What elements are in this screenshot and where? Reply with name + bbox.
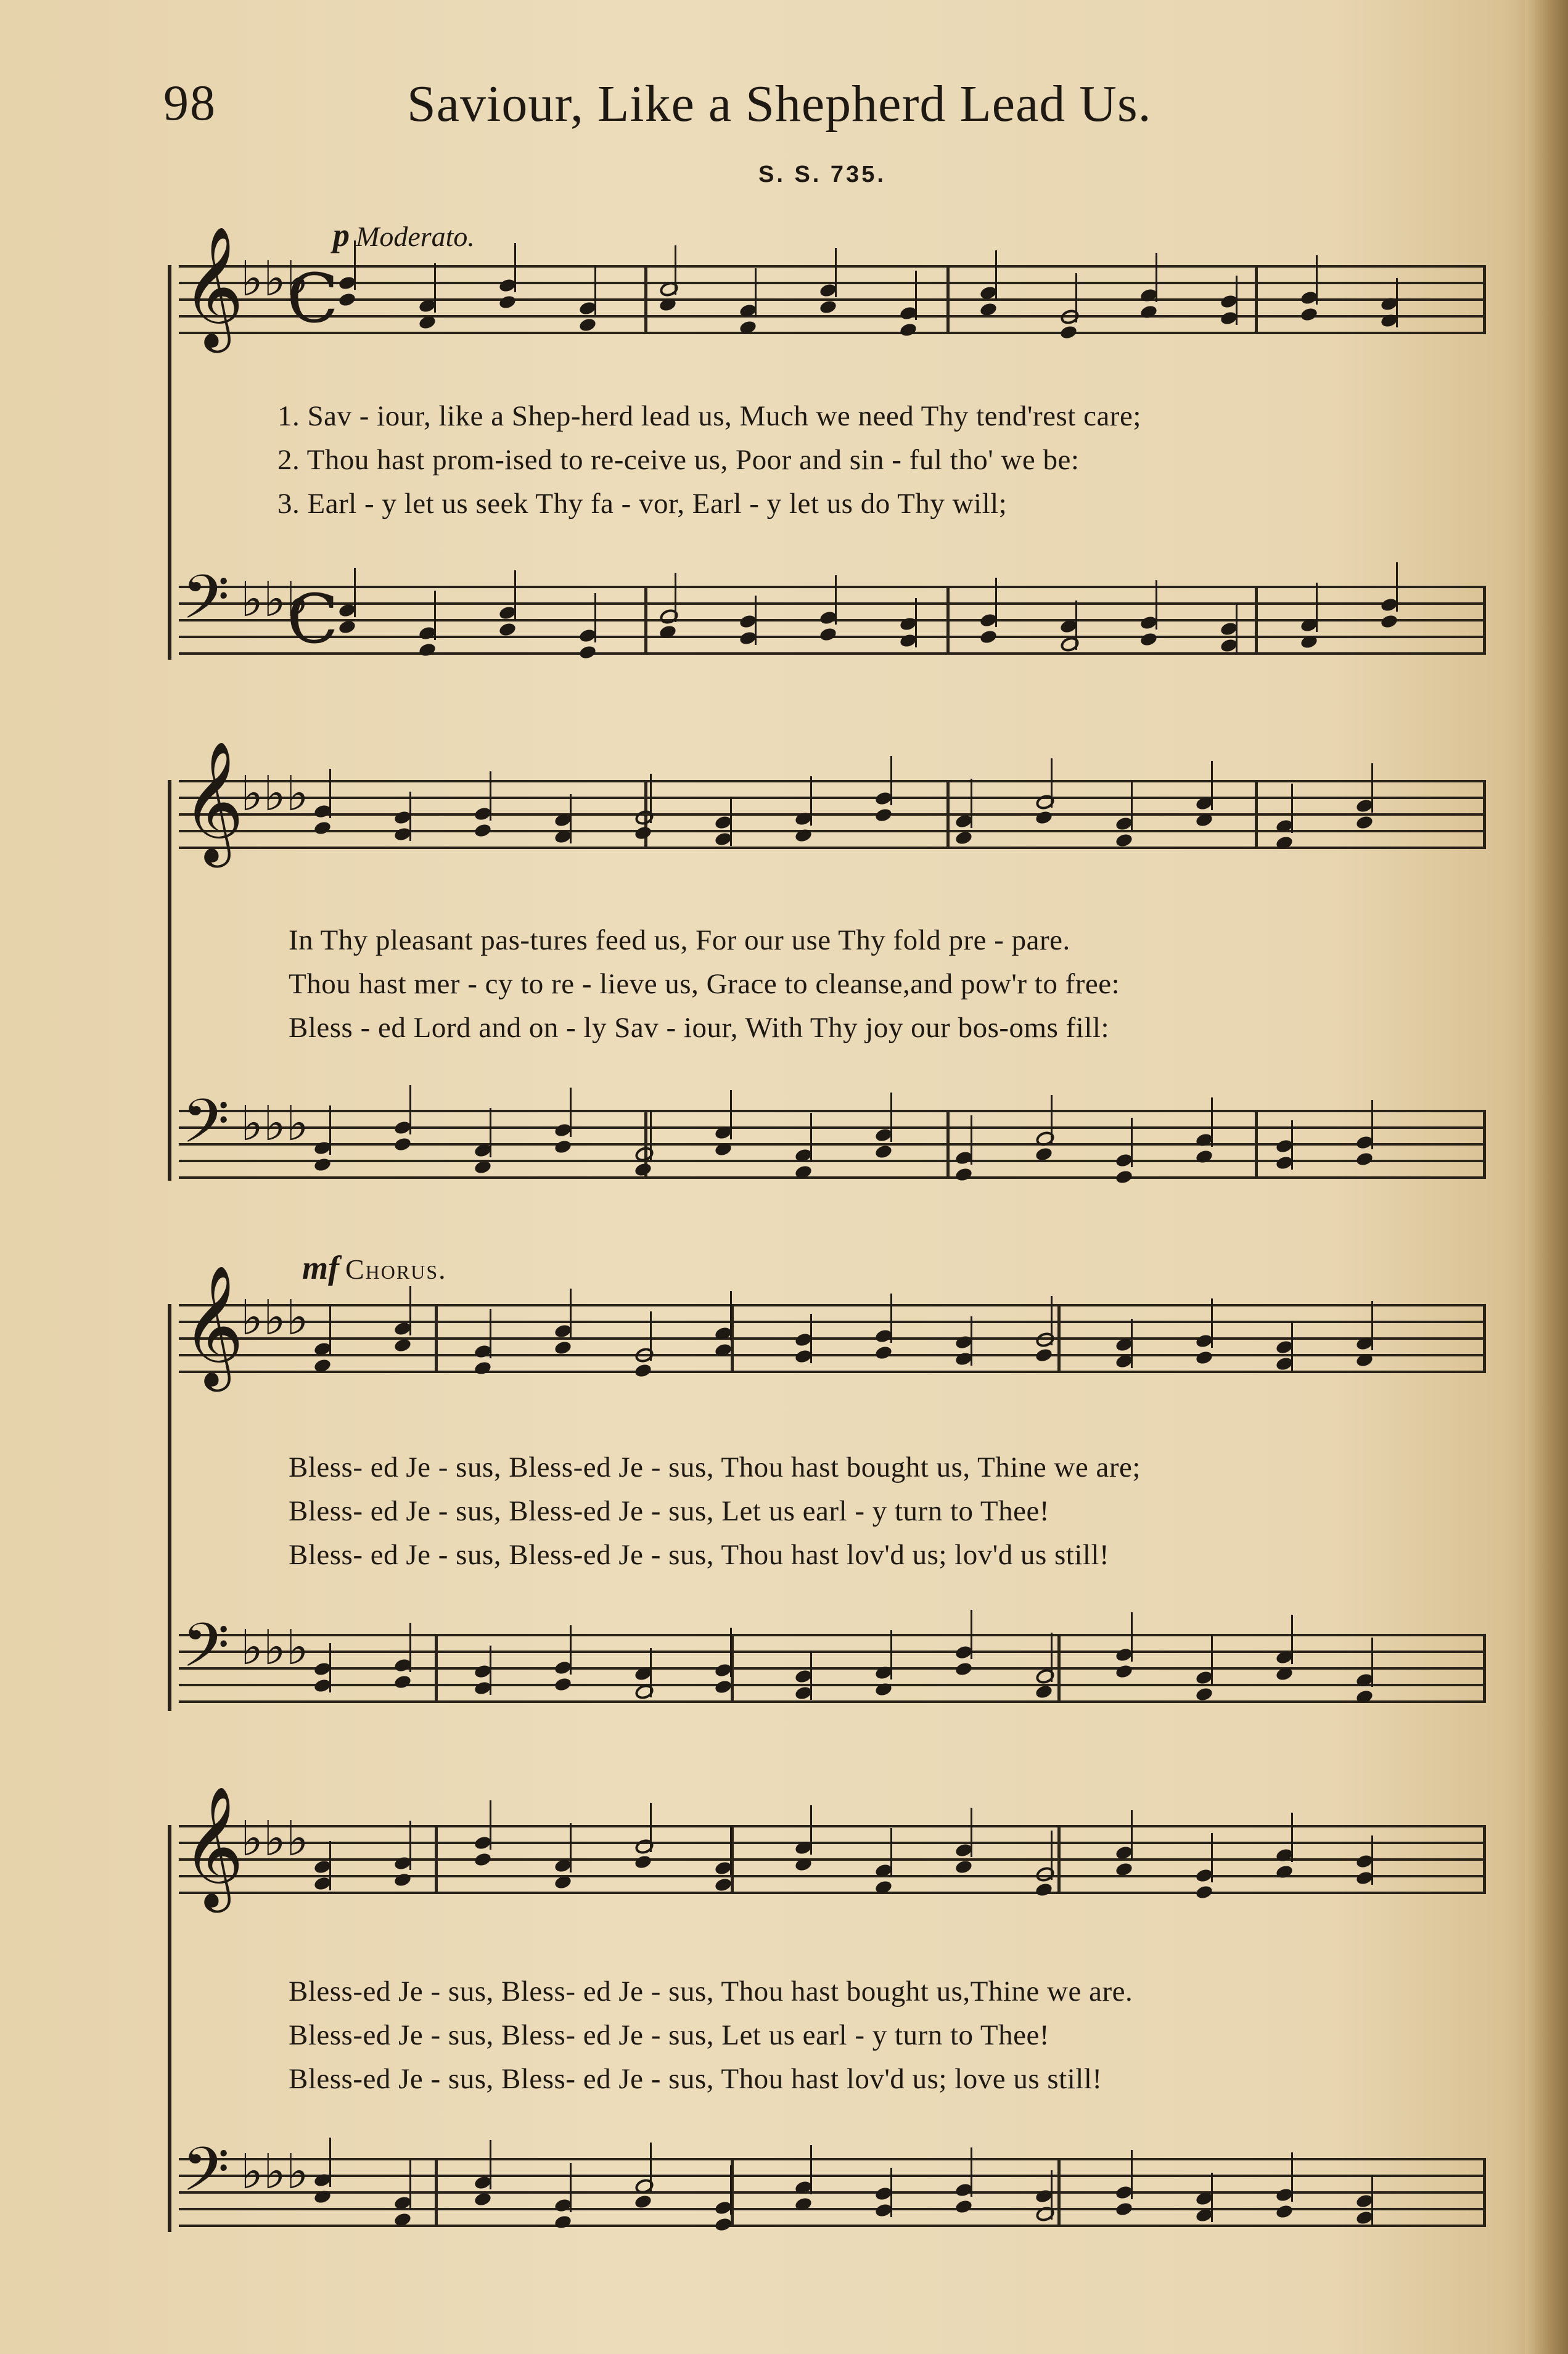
- staff-line: [179, 780, 1486, 782]
- note-head-icon: [1059, 324, 1078, 340]
- note-stem: [1316, 583, 1318, 632]
- note-stem: [354, 568, 356, 617]
- note-stem: [890, 1828, 892, 1877]
- lyric-line: Bless - ed Lord and on - ly Sav - iour, With Thy joy our bos-oms fill:: [289, 1012, 1110, 1044]
- note-stem: [490, 2140, 491, 2189]
- bar-line: [644, 265, 647, 334]
- staff-line: [179, 1858, 1486, 1861]
- bass-staff: [179, 2135, 1486, 2226]
- note-head-icon: [819, 626, 838, 642]
- bar-line: [1483, 1825, 1486, 1894]
- note-stem: [409, 792, 411, 841]
- lyric-line: Bless- ed Je - sus, Bless-ed Je - sus, Let us earl - y turn to Thee!: [289, 1495, 1049, 1527]
- page-number: 98: [163, 75, 216, 131]
- note-stem: [570, 1289, 572, 1338]
- note-stem: [329, 1643, 331, 1692]
- note-stem: [675, 573, 676, 622]
- system-4-brace: [168, 1825, 171, 2232]
- staff-line: [179, 1842, 1486, 1844]
- note-head-icon: [874, 807, 893, 823]
- note-head-icon: [1034, 1865, 1056, 1884]
- note-head-icon: [554, 1139, 573, 1155]
- note-stem: [650, 1648, 652, 1697]
- hymn-reference: S. S. 735.: [758, 162, 886, 187]
- note-stem: [1131, 1612, 1133, 1662]
- staff-line: [179, 2175, 1486, 2177]
- tempo-text: Moderato.: [356, 221, 475, 252]
- note-head-icon: [1035, 1347, 1054, 1363]
- note-head-icon: [393, 1674, 413, 1690]
- bar-line: [1255, 586, 1258, 655]
- bar-line: [1057, 2158, 1061, 2227]
- note-stem: [755, 268, 757, 318]
- note-head-icon: [1035, 1882, 1054, 1898]
- note-head-icon: [554, 2214, 573, 2230]
- note-stem: [594, 266, 596, 315]
- bar-line: [946, 1110, 950, 1179]
- note-head-icon: [1139, 304, 1159, 320]
- note-stem: [1051, 1095, 1053, 1144]
- note-head-icon: [1355, 814, 1374, 830]
- note-stem: [1075, 273, 1077, 322]
- note-stem: [1131, 1810, 1133, 1860]
- bar-line: [435, 1825, 438, 1894]
- note-stem: [995, 578, 997, 627]
- note-stem: [1211, 1298, 1213, 1348]
- note-head-icon: [1355, 1151, 1374, 1167]
- staff-line: [179, 332, 1486, 334]
- note-stem: [915, 271, 917, 320]
- verse-lyrics-line2: [289, 919, 1460, 1050]
- note-stem: [1211, 1635, 1213, 1684]
- note-stem: [730, 1291, 732, 1340]
- note-stem: [650, 774, 652, 823]
- note-head-icon: [633, 1837, 655, 1856]
- note-stem: [354, 240, 356, 290]
- note-stem: [1371, 1301, 1373, 1350]
- note-stem: [1371, 1100, 1373, 1149]
- note-stem: [570, 1088, 572, 1137]
- bar-line: [946, 586, 950, 655]
- note-head-icon: [1195, 1884, 1214, 1900]
- bass-staff: [179, 562, 1486, 658]
- note-stem: [835, 575, 837, 625]
- note-stem: [650, 2143, 652, 2192]
- note-head-icon: [1300, 306, 1319, 322]
- note-stem: [835, 248, 837, 297]
- note-stem: [1211, 1833, 1213, 1882]
- note-head-icon: [954, 1167, 974, 1183]
- note-stem: [810, 1113, 812, 1162]
- note-head-icon: [1115, 1169, 1134, 1185]
- note-stem: [650, 1110, 652, 1160]
- note-head-icon: [313, 1157, 332, 1173]
- note-stem: [1051, 758, 1053, 808]
- note-stem: [890, 756, 892, 805]
- chorus-marking: [302, 1249, 447, 1287]
- staff-line: [179, 2225, 1486, 2227]
- note-head-icon: [393, 1136, 413, 1152]
- note-head-icon: [1380, 613, 1399, 630]
- note-head-icon: [874, 1345, 893, 1361]
- staff-line: [179, 2158, 1486, 2160]
- bar-line: [1057, 1634, 1061, 1703]
- staff-line: [179, 652, 1486, 655]
- note-stem: [1371, 2175, 1373, 2225]
- note-head-icon: [1195, 1350, 1214, 1366]
- note-stem: [1131, 781, 1133, 830]
- chorus-lyrics-line2: [289, 1970, 1460, 2101]
- note-stem: [810, 776, 812, 826]
- note-head-icon: [819, 299, 838, 315]
- note-stem: [1051, 1831, 1053, 1880]
- treble-staff: [179, 740, 1486, 863]
- note-head-icon: [954, 1859, 974, 1875]
- key-signature-icon: ♭♭♭: [240, 766, 309, 822]
- bar-line: [1483, 1634, 1486, 1703]
- note-stem: [434, 591, 436, 640]
- note-stem: [1236, 276, 1238, 325]
- staff-line: [179, 586, 1486, 588]
- note-stem: [890, 1630, 892, 1679]
- note-head-icon: [1034, 1667, 1056, 1686]
- note-stem: [971, 779, 972, 828]
- staff-line: [179, 1110, 1486, 1112]
- note-stem: [971, 1316, 972, 1366]
- staff-line: [179, 298, 1486, 301]
- key-signature-icon: ♭♭♭: [240, 1620, 309, 1676]
- lyric-line: Thou hast mer - cy to re - lieve us, Grace to cleanse,and pow'r to free:: [289, 968, 1120, 1000]
- key-signature-icon: ♭♭♭: [240, 252, 309, 307]
- note-head-icon: [578, 317, 597, 333]
- note-stem: [810, 1805, 812, 1855]
- note-stem: [650, 1311, 652, 1361]
- lyric-line: Bless-ed Je - sus, Bless- ed Je - sus, Thou hast lov'd us; love us still!: [289, 2063, 1102, 2095]
- note-stem: [1051, 2170, 1053, 2220]
- note-stem: [329, 2138, 331, 2187]
- bar-line: [1057, 1304, 1061, 1373]
- bar-line: [1483, 780, 1486, 849]
- note-stem: [971, 1115, 972, 1165]
- note-stem: [730, 1826, 732, 1875]
- note-stem: [650, 1803, 652, 1852]
- note-stem: [890, 1093, 892, 1142]
- hymn-title: Saviour, Like a Shepherd Lead Us.: [407, 75, 1152, 133]
- note-head-icon: [418, 642, 437, 658]
- time-signature-icon: C: [287, 580, 339, 658]
- treble-clef-icon: 𝄞: [182, 1786, 244, 1908]
- note-head-icon: [338, 292, 357, 308]
- page-header: [0, 68, 1568, 142]
- note-stem: [675, 245, 676, 295]
- note-head-icon: [658, 607, 680, 626]
- chorus-label: Chorus.: [345, 1253, 447, 1285]
- bar-line: [1255, 780, 1258, 849]
- note-stem: [490, 1800, 491, 1850]
- lyric-line: Bless- ed Je - sus, Bless-ed Je - sus, Thou hast lov'd us; lov'd us still!: [289, 1539, 1110, 1571]
- staff-line: [179, 797, 1486, 799]
- note-stem: [514, 243, 516, 292]
- note-head-icon: [634, 1363, 653, 1379]
- time-signature-icon: C: [287, 259, 339, 338]
- staff-line: [179, 1892, 1486, 1894]
- note-stem: [409, 1286, 411, 1335]
- note-head-icon: [474, 822, 493, 839]
- note-stem: [1211, 2173, 1213, 2222]
- bar-line: [435, 2158, 438, 2227]
- note-stem: [1211, 761, 1213, 810]
- note-head-icon: [313, 820, 332, 836]
- bar-line: [1483, 586, 1486, 655]
- bar-line: [1483, 2158, 1486, 2227]
- bass-clef-icon: 𝄢: [182, 1610, 230, 1696]
- bass-clef-icon: 𝄢: [182, 2135, 230, 2220]
- note-stem: [329, 1105, 331, 1155]
- note-stem: [730, 2165, 732, 2215]
- note-head-icon: [1275, 2204, 1294, 2220]
- note-stem: [409, 1085, 411, 1134]
- note-stem: [490, 1309, 491, 1358]
- note-stem: [570, 1823, 572, 1872]
- note-head-icon: [474, 1360, 493, 1376]
- staff-line: [179, 847, 1486, 849]
- note-head-icon: [954, 2199, 974, 2215]
- note-stem: [1211, 1097, 1213, 1147]
- note-stem: [1371, 1835, 1373, 1885]
- note-head-icon: [393, 1872, 413, 1888]
- note-head-icon: [1059, 308, 1081, 327]
- staff-line: [179, 1684, 1486, 1686]
- bass-staff: [179, 1086, 1486, 1178]
- lyric-line: Bless-ed Je - sus, Bless- ed Je - sus, Thou hast bought us,Thine we are.: [289, 1975, 1133, 2007]
- note-stem: [810, 1314, 812, 1363]
- lyric-line: 3. Earl - y let us seek Thy fa - vor, Earl - y let us do Thy will;: [277, 488, 1008, 520]
- note-stem: [755, 596, 757, 645]
- note-stem: [1291, 1321, 1293, 1371]
- note-stem: [1051, 1296, 1053, 1345]
- treble-clef-icon: 𝄞: [182, 226, 244, 348]
- system-2-brace: [168, 780, 171, 1181]
- note-stem: [915, 598, 917, 647]
- note-stem: [570, 1625, 572, 1675]
- bass-staff: [179, 1610, 1486, 1702]
- note-head-icon: [1034, 1331, 1056, 1350]
- note-stem: [1131, 1319, 1133, 1368]
- note-head-icon: [714, 1877, 733, 1893]
- staff-line: [179, 282, 1486, 284]
- system-1-brace: [168, 265, 171, 660]
- verse-lyrics-line1: [277, 395, 1449, 526]
- note-stem: [810, 2145, 812, 2194]
- note-stem: [409, 1623, 411, 1672]
- staff-line: [179, 1354, 1486, 1356]
- note-head-icon: [498, 294, 517, 310]
- key-signature-icon: ♭♭♭: [240, 1096, 309, 1152]
- note-head-icon: [874, 1144, 893, 1160]
- bar-line: [1483, 1304, 1486, 1373]
- tempo-dynamic: p: [333, 216, 350, 253]
- note-head-icon: [474, 1852, 493, 1868]
- note-head-icon: [634, 1162, 653, 1178]
- note-stem: [1051, 1633, 1053, 1682]
- note-stem: [995, 250, 997, 300]
- key-signature-icon: ♭♭♭: [240, 572, 309, 628]
- note-stem: [514, 570, 516, 620]
- lyric-line: Bless-ed Je - sus, Bless- ed Je - sus, Let us earl - y turn to Thee!: [289, 2019, 1049, 2051]
- note-head-icon: [1139, 631, 1159, 647]
- key-signature-icon: ♭♭♭: [240, 1290, 309, 1346]
- note-head-icon: [1034, 793, 1056, 812]
- staff-line: [179, 1371, 1486, 1373]
- staff-line: [179, 1321, 1486, 1323]
- note-stem: [1291, 2152, 1293, 2202]
- note-stem: [1155, 253, 1157, 302]
- bass-clef-icon: 𝄢: [182, 562, 230, 648]
- note-head-icon: [899, 322, 918, 338]
- chorus-dynamic: mf: [302, 1249, 339, 1286]
- note-stem: [570, 2163, 572, 2212]
- bar-line: [1255, 265, 1258, 334]
- key-signature-icon: ♭♭♭: [240, 2144, 309, 2200]
- note-stem: [1131, 2150, 1133, 2199]
- bar-line: [644, 586, 647, 655]
- note-head-icon: [634, 825, 653, 841]
- note-stem: [1396, 278, 1398, 327]
- note-stem: [329, 769, 331, 818]
- lyric-line: In Thy pleasant pas-tures feed us, For our use Thy fold pre - pare.: [289, 924, 1070, 956]
- note-stem: [1291, 1615, 1293, 1664]
- staff-line: [179, 1126, 1486, 1129]
- staff-line: [179, 1875, 1486, 1877]
- bar-line: [1057, 1825, 1061, 1894]
- note-stem: [1396, 562, 1398, 612]
- note-head-icon: [1275, 1864, 1294, 1880]
- page-edge: [1525, 0, 1568, 2354]
- staff-line: [179, 315, 1486, 318]
- bass-clef-icon: 𝄢: [182, 1086, 230, 1172]
- note-stem: [730, 1090, 732, 1139]
- note-stem: [1371, 763, 1373, 813]
- note-stem: [1075, 601, 1077, 650]
- note-stem: [971, 2147, 972, 2197]
- note-stem: [971, 1610, 972, 1659]
- note-head-icon: [714, 2217, 733, 2233]
- note-head-icon: [554, 1676, 573, 1692]
- treble-clef-icon: 𝄞: [182, 1265, 244, 1387]
- staff-line: [179, 813, 1486, 816]
- bar-line: [946, 780, 950, 849]
- bar-line: [435, 1304, 438, 1373]
- note-stem: [490, 771, 491, 821]
- chorus-lyrics-line1: [289, 1446, 1460, 1577]
- note-stem: [570, 794, 572, 843]
- note-stem: [409, 2160, 411, 2210]
- lyric-line: Bless- ed Je - sus, Bless-ed Je - sus, Thou hast bought us, Thine we are;: [289, 1451, 1141, 1483]
- note-stem: [730, 1628, 732, 1677]
- note-stem: [490, 1646, 491, 1695]
- note-stem: [1316, 255, 1318, 305]
- note-stem: [730, 797, 732, 846]
- treble-staff: [179, 1786, 1486, 1908]
- note-head-icon: [954, 1661, 974, 1677]
- bar-line: [946, 265, 950, 334]
- bar-line: [1483, 1110, 1486, 1179]
- note-stem: [890, 2168, 892, 2217]
- note-stem: [1291, 1120, 1293, 1170]
- staff-line: [179, 1634, 1486, 1636]
- staff-line: [179, 1700, 1486, 1703]
- treble-clef-icon: 𝄞: [182, 740, 244, 863]
- note-head-icon: [714, 1679, 733, 1695]
- staff-line: [179, 1337, 1486, 1340]
- staff-line: [179, 1176, 1486, 1179]
- staff-line: [179, 1825, 1486, 1827]
- note-head-icon: [1115, 2201, 1134, 2217]
- note-stem: [1291, 1813, 1293, 1862]
- note-stem: [1155, 580, 1157, 630]
- note-stem: [810, 1651, 812, 1700]
- note-stem: [434, 263, 436, 313]
- note-head-icon: [633, 1346, 655, 1365]
- staff-line: [179, 1304, 1486, 1306]
- note-stem: [1236, 603, 1238, 652]
- note-stem: [490, 1108, 491, 1157]
- note-stem: [1371, 1638, 1373, 1687]
- lyric-line: 1. Sav - iour, like a Shep-herd lead us, Much we need Thy tend'rest care;: [277, 400, 1141, 432]
- staff-line: [179, 602, 1486, 605]
- note-head-icon: [578, 644, 597, 660]
- note-head-icon: [634, 1854, 653, 1870]
- note-stem: [971, 1808, 972, 1857]
- note-head-icon: [979, 629, 998, 645]
- staff-line: [179, 830, 1486, 832]
- note-stem: [329, 1841, 331, 1890]
- bar-line: [1483, 265, 1486, 334]
- note-stem: [1131, 1118, 1133, 1167]
- note-head-icon: [1195, 1149, 1214, 1165]
- note-stem: [890, 1294, 892, 1343]
- note-head-icon: [633, 808, 655, 827]
- note-stem: [594, 593, 596, 642]
- note-stem: [1291, 784, 1293, 833]
- note-stem: [329, 1306, 331, 1356]
- key-signature-icon: ♭♭♭: [240, 1811, 309, 1867]
- lyric-line: 2. Thou hast prom-ised to re-ceive us, Poor and sin - ful tho' we be:: [277, 444, 1080, 476]
- staff-line: [179, 265, 1486, 268]
- bar-line: [435, 1634, 438, 1703]
- note-stem: [409, 1821, 411, 1870]
- note-head-icon: [1035, 810, 1054, 826]
- bar-line: [1255, 1110, 1258, 1179]
- system-3-brace: [168, 1304, 171, 1711]
- note-head-icon: [1115, 1663, 1134, 1679]
